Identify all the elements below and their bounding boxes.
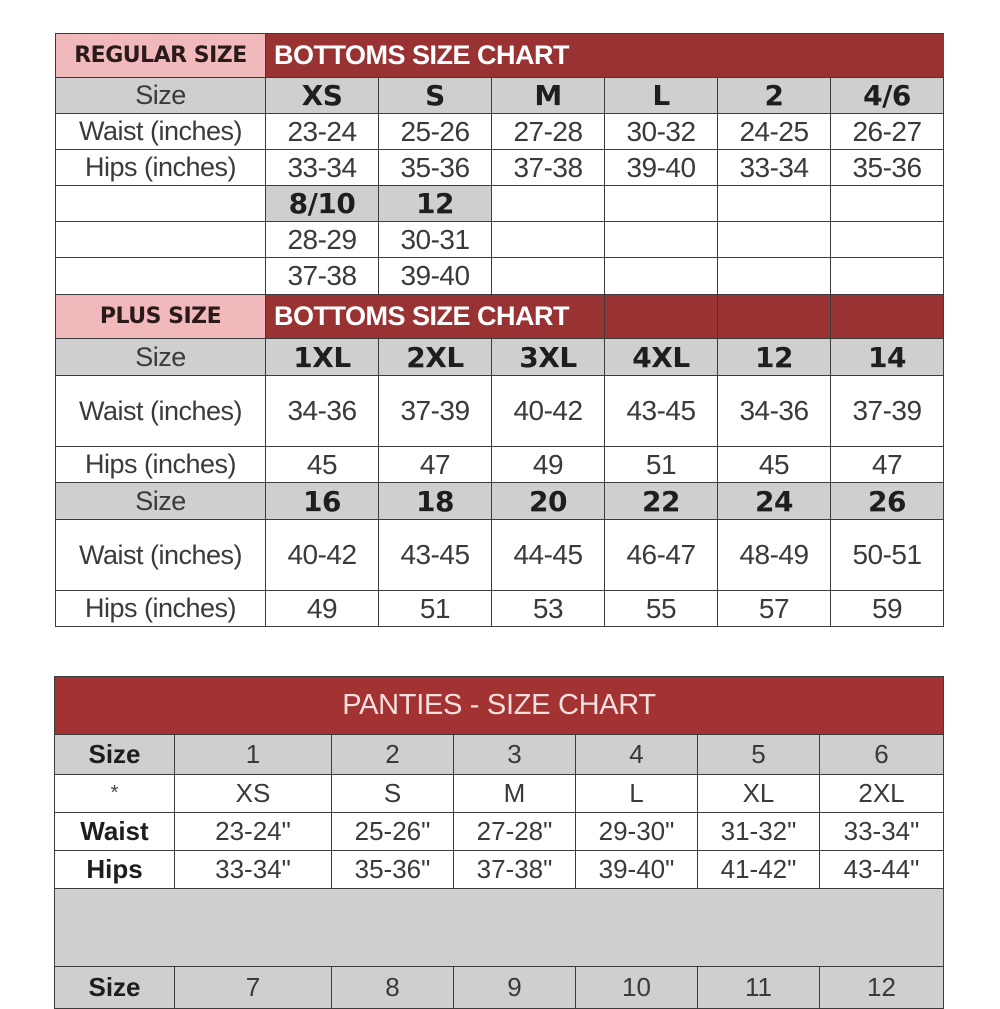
table-cell: [56, 222, 266, 258]
table-cell: 45: [266, 447, 379, 483]
table-cell: 2XL: [820, 775, 944, 813]
table-cell: 37-38": [454, 851, 576, 889]
table-cell: 24-25: [718, 114, 831, 150]
table-cell: 51: [379, 591, 492, 627]
table-cell: 47: [379, 447, 492, 483]
table-cell: Hips (inches): [56, 150, 266, 186]
table-cell: 20: [492, 483, 605, 520]
plus-bottoms-title: BOTTOMS SIZE CHART: [266, 295, 605, 339]
plus-size-row: [56, 339, 944, 376]
table-cell: 47: [831, 447, 944, 483]
table-cell: 35-36": [332, 851, 454, 889]
panties-size-row: [55, 735, 944, 775]
table-cell: 26-27: [831, 114, 944, 150]
plus-size-row-2: [56, 483, 944, 520]
table-cell: Size: [56, 78, 266, 114]
table-cell: S: [332, 775, 454, 813]
table-cell: 25-26: [379, 114, 492, 150]
table-cell: 22: [605, 483, 718, 520]
table-cell: 25-26": [332, 813, 454, 851]
table-cell: M: [492, 78, 605, 114]
table-cell: 49: [492, 447, 605, 483]
panties-letter-row: [55, 775, 944, 813]
table-cell: [718, 186, 831, 222]
table-cell: 40-42: [266, 520, 379, 591]
table-cell: 55: [605, 591, 718, 627]
table-cell: 11: [698, 967, 820, 1009]
table-cell: 7: [175, 967, 332, 1009]
table-cell: L: [576, 775, 698, 813]
table-cell: 59: [831, 591, 944, 627]
table-cell: 30-32: [605, 114, 718, 150]
table-cell: 8: [332, 967, 454, 1009]
table-cell: XL: [698, 775, 820, 813]
table-cell: Hips (inches): [56, 591, 266, 627]
regular-bottoms-title: BOTTOMS SIZE CHART: [266, 34, 944, 78]
table-cell: 10: [576, 967, 698, 1009]
panties-size-row-2: [55, 967, 944, 1009]
table-cell: Size: [56, 339, 266, 376]
table-cell: 39-40: [605, 150, 718, 186]
table-cell: 30-31: [379, 222, 492, 258]
regular-waist-row: [56, 114, 944, 150]
header-fill: [718, 295, 831, 339]
table-cell: M: [454, 775, 576, 813]
table-cell: 29-30": [576, 813, 698, 851]
regular-extra-waist-row: [56, 222, 944, 258]
panties-title-row: [55, 677, 944, 735]
table-cell: 39-40": [576, 851, 698, 889]
table-cell: 34-36: [266, 376, 379, 447]
table-cell: 12: [379, 186, 492, 222]
table-cell: S: [379, 78, 492, 114]
table-cell: [56, 186, 266, 222]
regular-size-row: [56, 78, 944, 114]
header-fill: [831, 295, 944, 339]
table-cell: 27-28: [492, 114, 605, 150]
table-cell: 50-51: [831, 520, 944, 591]
table-cell: 48-49: [718, 520, 831, 591]
table-cell: 35-36: [379, 150, 492, 186]
table-cell: 4/6: [831, 78, 944, 114]
table-cell: 33-34": [175, 851, 332, 889]
table-cell: Hips: [55, 851, 175, 889]
plus-waist-row-2: [56, 520, 944, 591]
table-cell: 34-36: [718, 376, 831, 447]
table-cell: XS: [175, 775, 332, 813]
table-cell: 45: [718, 447, 831, 483]
regular-size-label: REGULAR SIZE: [56, 34, 266, 78]
table-cell: 5: [698, 735, 820, 775]
table-cell: [605, 186, 718, 222]
table-cell: 8/10: [266, 186, 379, 222]
table-cell: 4XL: [605, 339, 718, 376]
regular-extra-size-row: [56, 186, 944, 222]
table-cell: Size: [55, 967, 175, 1009]
spacer-band: [55, 889, 944, 967]
table-cell: 40-42: [492, 376, 605, 447]
table-cell: 39-40: [379, 258, 492, 295]
table-cell: 37-38: [266, 258, 379, 295]
table-cell: 3: [454, 735, 576, 775]
table-cell: [492, 258, 605, 295]
table-cell: 16: [266, 483, 379, 520]
table-cell: [492, 186, 605, 222]
table-cell: 37-39: [831, 376, 944, 447]
table-cell: 31-32": [698, 813, 820, 851]
table-cell: 43-45: [605, 376, 718, 447]
plus-size-header-row: [56, 295, 944, 339]
bottoms-size-chart: [55, 33, 944, 627]
table-cell: 3XL: [492, 339, 605, 376]
table-cell: Size: [55, 735, 175, 775]
table-cell: 53: [492, 591, 605, 627]
table-cell: 41-42": [698, 851, 820, 889]
table-cell: XS: [266, 78, 379, 114]
header-fill: [605, 295, 718, 339]
table-cell: [718, 258, 831, 295]
table-cell: 23-24": [175, 813, 332, 851]
table-cell: Size: [56, 483, 266, 520]
table-cell: 44-45: [492, 520, 605, 591]
table-cell: Waist (inches): [56, 376, 266, 447]
regular-hips-row: [56, 150, 944, 186]
table-cell: 12: [718, 339, 831, 376]
table-cell: 14: [831, 339, 944, 376]
table-cell: Hips (inches): [56, 447, 266, 483]
table-cell: Waist (inches): [56, 520, 266, 591]
table-cell: 49: [266, 591, 379, 627]
table-cell: [492, 222, 605, 258]
regular-size-header-row: [56, 34, 944, 78]
table-cell: 28-29: [266, 222, 379, 258]
table-cell: 24: [718, 483, 831, 520]
table-cell: 4: [576, 735, 698, 775]
table-cell: *: [55, 775, 175, 813]
table-cell: 35-36: [831, 150, 944, 186]
table-cell: [831, 186, 944, 222]
table-cell: 1: [175, 735, 332, 775]
table-cell: [831, 258, 944, 295]
table-cell: 6: [820, 735, 944, 775]
table-cell: 2: [332, 735, 454, 775]
plus-size-label: PLUS SIZE: [56, 295, 266, 339]
table-cell: [718, 222, 831, 258]
panties-title: PANTIES - SIZE CHART: [55, 677, 944, 735]
plus-hips-row: [56, 447, 944, 483]
table-cell: L: [605, 78, 718, 114]
table-cell: [605, 258, 718, 295]
table-cell: [831, 222, 944, 258]
plus-hips-row-2: [56, 591, 944, 627]
table-cell: 23-24: [266, 114, 379, 150]
table-cell: 43-44": [820, 851, 944, 889]
table-cell: 37-39: [379, 376, 492, 447]
table-cell: 27-28": [454, 813, 576, 851]
table-cell: 9: [454, 967, 576, 1009]
table-cell: 43-45: [379, 520, 492, 591]
regular-extra-hips-row: [56, 258, 944, 295]
panties-hips-row: [55, 851, 944, 889]
table-cell: 12: [820, 967, 944, 1009]
table-cell: 33-34: [718, 150, 831, 186]
table-cell: 57: [718, 591, 831, 627]
table-cell: 33-34": [820, 813, 944, 851]
table-cell: 2XL: [379, 339, 492, 376]
table-cell: 26: [831, 483, 944, 520]
table-cell: 46-47: [605, 520, 718, 591]
panties-size-chart: [54, 676, 944, 1009]
table-cell: 37-38: [492, 150, 605, 186]
table-cell: Waist (inches): [56, 114, 266, 150]
plus-waist-row: [56, 376, 944, 447]
panties-spacer-row: [55, 889, 944, 967]
table-cell: 2: [718, 78, 831, 114]
table-cell: 18: [379, 483, 492, 520]
table-cell: 51: [605, 447, 718, 483]
table-cell: [56, 258, 266, 295]
table-cell: [605, 222, 718, 258]
table-cell: Waist: [55, 813, 175, 851]
table-cell: 33-34: [266, 150, 379, 186]
panties-waist-row: [55, 813, 944, 851]
table-cell: 1XL: [266, 339, 379, 376]
